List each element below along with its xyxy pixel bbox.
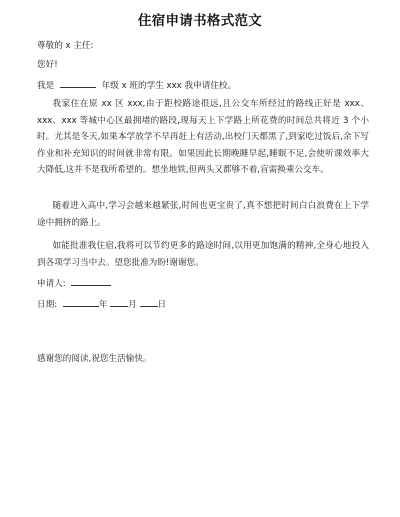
salutation: 尊敬的 x 主任:	[37, 41, 94, 51]
document-title: 住宿申请书格式范文	[137, 13, 263, 29]
intro-prefix: 我是	[37, 81, 55, 91]
applicant-blank	[71, 276, 111, 286]
paragraph-2: 随着进入高中,学习会越来越紧张,时间也更宝贵了,真不想把时间白白浪费在上下学途中拥挤的路上。	[37, 201, 369, 228]
closing-line: 感谢您的阅读,祝您生活愉快。	[37, 354, 152, 364]
greeting: 您好!	[37, 60, 58, 70]
paragraph-1: 我家住在原 xx 区 xxx,由于距校路途很远,且公交车所经过的路线正好是 xxx、xxx、xxx 等城中心区最拥堵的路段,现每天上下学路上所花费的时间总共将近 3 个小时。尤其是冬天,如果本学放学不早再赶上有活动,出校门天都黑了,到家吃过饭后,余下写作业和补充知识的时间就非常有限。如果因此长期晚睡早起,睡眠不足,会使听课效率大大降低,这并不是我所希望的。想坐地铁,但两头又都够不着,盲需换乘公交车。	[37, 99, 369, 175]
intro-suffix: 年级 x 班的学生 xxx 我申请住校。	[101, 81, 237, 91]
applicant-label: 申请人:	[37, 279, 66, 289]
month-blank	[110, 297, 128, 307]
year-blank	[63, 297, 99, 307]
grade-blank	[60, 78, 96, 88]
applicant-line	[37, 276, 111, 290]
intro-line	[37, 78, 236, 92]
day-blank	[140, 297, 158, 307]
paragraph-3: 如能批准我住宿,我将可以节约更多的路途时间,以用更加饱满的精神,全身心地投入到各项学习当中去。望您批准为盼!谢谢您。	[37, 241, 369, 268]
day-unit: 日	[157, 300, 167, 310]
date-label: 日期:	[37, 300, 58, 310]
date-line	[37, 297, 166, 311]
month-unit: 月	[128, 300, 137, 310]
year-unit: 年	[98, 300, 108, 310]
